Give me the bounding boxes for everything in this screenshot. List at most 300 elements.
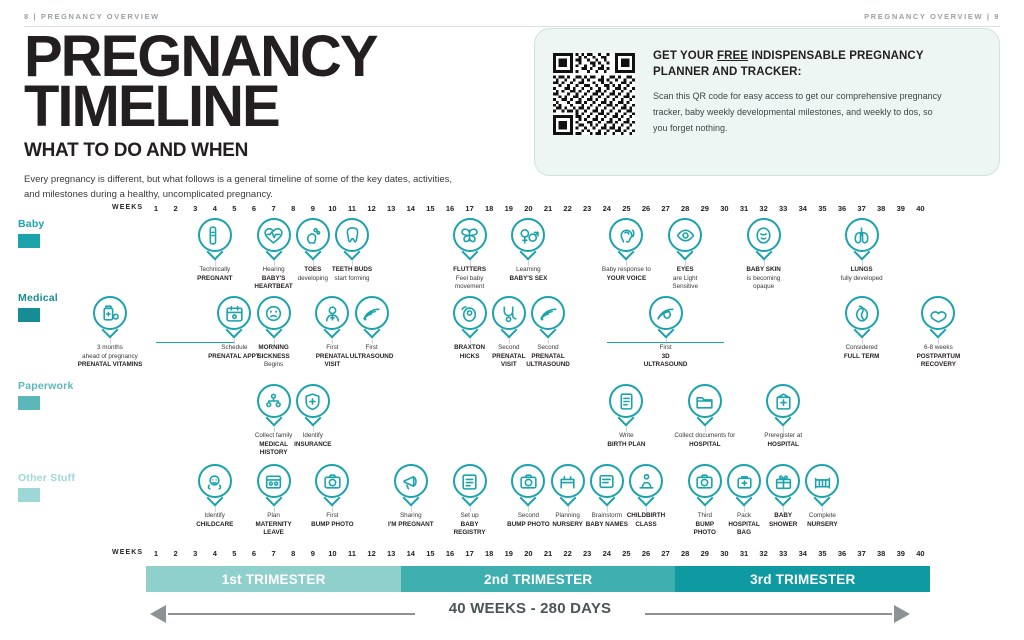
week-tick-29: 29 [700,549,709,558]
birth-plan-icon [616,391,637,412]
pin-bubble [609,218,643,252]
pin-bubble [217,296,251,330]
timeline-pin-label-other-8: Brainstorm BABY NAMES [585,512,628,528]
week-tick-27: 27 [661,549,670,558]
week-tick-17: 17 [465,549,474,558]
lane-medical [0,296,1024,380]
postpartum-icon [928,303,949,324]
pin-bubble [257,384,291,418]
timeline-pin-label-baby-9: BABY SKIN is becoming opaque [746,266,781,290]
week-tick-3: 3 [193,204,198,213]
timeline-pin-baby-8[interactable] [668,218,702,260]
week-tick-32: 32 [759,549,768,558]
week-ruler-top-label: WEEKS [112,204,144,211]
nausea-icon [263,303,284,324]
timeline-pin-label-other-1: Identify CHILDCARE [196,512,234,528]
week-tick-13: 13 [387,549,396,558]
page-title [24,24,504,139]
insurance-shield-icon [302,391,323,412]
timeline-pin-other-1[interactable] [198,464,232,506]
timeline-pin-medical-10[interactable] [845,296,879,338]
pin-connector [470,506,471,512]
week-tick-35: 35 [818,204,827,213]
week-tick-28: 28 [681,549,690,558]
trimester-bar-3 [675,566,930,592]
pin-bubble [257,218,291,252]
week-tick-31: 31 [739,549,749,558]
timeline-pin-label-other-11: Pack HOSPITAL BAG [728,512,760,536]
pin-bubble [688,464,722,498]
timeline-pin-baby-6[interactable] [511,218,545,260]
pin-bubble [668,218,702,252]
timeline-pin-label-baby-5: FLUTTERS Feel baby movement [453,266,487,290]
week-tick-20: 20 [524,204,533,213]
week-tick-9: 9 [310,549,315,558]
pin-connector [528,506,529,512]
pin-bubble [845,218,879,252]
timeline-pin-other-6[interactable] [511,464,545,506]
pin-connector [862,338,863,344]
page-number-right: 9 [994,12,1000,21]
trimester-bar-2 [401,566,676,592]
pregnancy-test-icon [204,225,225,246]
pin-connector [568,506,569,512]
pin-connector [274,426,275,432]
week-tick-8: 8 [291,549,296,558]
full-term-icon [851,303,872,324]
week-tick-38: 38 [877,204,886,213]
pin-bubble [921,296,955,330]
timeline-pin-label-other-2: Plan MATERNITY LEAVE [255,512,292,536]
pin-bubble [355,296,389,330]
timeline-pin-medical-1[interactable] [93,296,127,338]
week-tick-5: 5 [232,204,237,213]
timeline-pin-label-paperwork-1: Collect family MEDICAL HISTORY [254,432,293,456]
week-tick-3: 3 [193,549,198,558]
calendar-icon [224,303,245,324]
tooth-icon [342,225,363,246]
timeline-pin-label-baby-3: TOES developing [297,266,329,282]
title-block [24,24,504,203]
pin-connector [764,260,765,266]
week-tick-31: 31 [739,204,749,213]
week-tick-1: 1 [153,204,159,213]
week-tick-10: 10 [328,204,337,213]
week-tick-20: 20 [524,549,533,558]
week-tick-37: 37 [857,549,866,558]
timeline-pin-medical-11[interactable] [921,296,955,338]
pin-connector [234,338,235,344]
week-tick-14: 14 [406,549,415,558]
timeline-pin-label-paperwork-2: Identify INSURANCE [294,432,332,448]
pin-connector [274,260,275,266]
pin-connector [509,338,510,344]
week-tick-1: 1 [153,549,159,558]
pin-connector [372,338,373,344]
timeline-pin-label-medical-9: First 3D ULTRASOUND [643,344,688,368]
week-tick-18: 18 [485,549,494,558]
duration-arrow [150,598,910,630]
trimester-label-1: 1st TRIMESTER [221,571,326,587]
timeline-pin-baby-3[interactable] [296,218,330,260]
timeline-pin-label-paperwork-4: Collect documents for HOSPITAL [674,432,736,448]
pin-connector [274,338,275,344]
gift-icon [773,471,794,492]
week-tick-21: 21 [543,549,553,558]
week-tick-25: 25 [622,549,631,558]
pin-connector [215,260,216,266]
week-tick-36: 36 [837,204,847,213]
pin-bubble [590,464,624,498]
timeline-pin-medical-2[interactable] [217,296,251,338]
week-tick-4: 4 [212,549,217,558]
duration-label: 40 WEEKS - 280 DAYS [415,600,645,617]
pin-connector [411,506,412,512]
pin-connector [744,506,745,512]
pin-connector [938,338,939,344]
timeline-pin-label-medical-7: Second PRENATAL VISIT [492,344,526,368]
pin-bubble [747,218,781,252]
week-tick-9: 9 [310,204,315,213]
category-medical-label: Medical [18,292,58,304]
family-tree-icon [263,391,284,412]
promo-title-free: FREE [716,50,749,62]
timeline-pin-baby-9[interactable] [747,218,781,260]
week-tick-36: 36 [837,549,847,558]
week-tick-12: 12 [367,204,376,213]
pin-bubble [315,296,349,330]
week-tick-23: 23 [583,204,592,213]
running-head-divider-left: | [33,12,38,21]
timeline-pin-label-other-13: Complete NURSERY [807,512,838,528]
trimester-bar-1 [146,566,401,592]
timeline-pin-label-medical-6: BRAXTON HICKS [454,344,486,360]
pin-bubble [511,464,545,498]
pin-bubble [649,296,683,330]
timeline-pin-other-11[interactable] [727,464,761,506]
butterfly-icon [459,225,480,246]
week-tick-38: 38 [877,549,886,558]
week-tick-11: 11 [348,549,356,558]
week-ruler-bottom [0,549,1024,563]
week-tick-16: 16 [445,204,455,213]
timeline-pin-baby-2[interactable] [257,218,291,260]
week-tick-39: 39 [896,549,905,558]
intro-paragraph: Every pregnancy is different, but what follows is a general timeline of some of the key dates, activities, and milestones during a healthy, uncomplicated pregnancy. [24,173,453,201]
week-tick-34: 34 [798,549,807,558]
pin-bubble [198,464,232,498]
timeline-pin-label-baby-10: LUNGS fully developed [840,266,883,282]
pin-connector [215,506,216,512]
timeline-pin-label-medical-1: 3 months ahead of pregnancy PRENATAL VITAMINS [77,344,143,368]
pin-connector [822,506,823,512]
timeline-pin-other-9[interactable] [629,464,663,506]
page-number-left: 8 [24,12,30,21]
childcare-icon [204,471,225,492]
week-tick-23: 23 [583,549,592,558]
week-tick-6: 6 [251,549,257,558]
category-other-label: Other Stuff [18,472,76,484]
week-tick-13: 13 [387,204,396,213]
pin-connector [626,426,627,432]
pin-bubble [727,464,761,498]
week-tick-40: 40 [916,204,925,213]
pin-connector [548,338,549,344]
promo-body: Scan this QR code for easy access to get our comprehensive pregnancy tracker, baby weekly developmental milestones, and weekly to dos, so you forget nothing. [653,91,942,133]
week-tick-35: 35 [818,549,827,558]
timeline-pin-baby-10[interactable] [845,218,879,260]
pin-connector [705,506,706,512]
childbirth-class-icon [636,471,657,492]
pin-bubble [845,296,879,330]
timeline-pin-label-baby-7: Baby response to YOUR VOICE [601,266,651,282]
week-tick-19: 19 [504,549,513,558]
week-tick-29: 29 [700,204,709,213]
camera-icon [518,471,539,492]
hospital-bag-icon [734,471,755,492]
camera-icon [694,471,715,492]
week-tick-37: 37 [857,204,866,213]
timeline-pin-baby-5[interactable] [453,218,487,260]
braxton-hicks-icon [459,303,480,324]
running-head-divider-right: | [986,12,991,21]
pin-bubble [766,384,800,418]
camera-icon [322,471,343,492]
category-paperwork-label: Paperwork [18,380,74,392]
doctor-icon [322,303,343,324]
timeline-pin-label-medical-5: First ULTRASOUND [349,344,394,360]
pin-bubble [198,218,232,252]
pin-bubble [629,464,663,498]
timeline-pin-baby-1[interactable] [198,218,232,260]
timeline-pin-other-3[interactable] [315,464,349,506]
pin-bubble [335,218,369,252]
timeline-pin-baby-4[interactable] [335,218,369,260]
timeline-pin-label-baby-1: Technically PREGNANT [197,266,233,282]
week-tick-33: 33 [779,549,788,558]
arrow-head-right-icon [894,605,910,623]
timeline-pin-label-medical-2: Schedule PRENATAL APPT. [208,344,261,360]
week-tick-16: 16 [445,549,455,558]
week-tick-14: 14 [406,204,415,213]
page-subtitle: WHAT TO DO AND WHEN [24,139,249,161]
qr-promo-card [534,28,1000,176]
pin-connector [646,506,647,512]
pin-connector [783,426,784,432]
timeline-pin-label-baby-6: Learning BABY'S SEX [509,266,548,282]
timeline-pin-paperwork-2[interactable] [296,384,330,426]
week-tick-15: 15 [426,549,435,558]
week-ruler-top [0,204,1024,218]
pin-connector [607,506,608,512]
timeline-pin-other-7[interactable] [551,464,585,506]
hospital-icon [773,391,794,412]
timeline-pin-label-other-7: Planning NURSERY [552,512,583,528]
pin-connector [626,260,627,266]
trimester-label-3: 3rd TRIMESTER [750,571,856,587]
week-tick-40: 40 [916,549,925,558]
lane-rail [156,342,234,343]
running-head-right [864,12,1000,21]
timeline-pin-baby-7[interactable] [609,218,643,260]
pin-bubble [315,464,349,498]
week-tick-5: 5 [232,549,237,558]
pin-connector [862,260,863,266]
pin-bubble [766,464,800,498]
pin-connector [470,338,471,344]
timeline-pin-other-13[interactable] [805,464,839,506]
week-tick-30: 30 [720,549,729,558]
ear-icon [616,225,637,246]
pin-connector [313,426,314,432]
pin-bubble [531,296,565,330]
pin-connector [783,506,784,512]
timeline-pin-other-10[interactable] [688,464,722,506]
timeline-pin-label-paperwork-5: Preregister at HOSPITAL [764,432,803,448]
pin-bubble [609,384,643,418]
timeline-pin-label-medical-11: 6-8 weeks POSTPARTUM RECOVERY [916,344,961,368]
timeline-pin-label-baby-4: TEETH BUDS start forming [331,266,373,282]
lane-other [0,464,1024,546]
week-tick-17: 17 [465,204,474,213]
pregnancy-timeline [0,196,1024,640]
week-tick-24: 24 [602,549,611,558]
week-ruler-bottom-label: WEEKS [112,549,144,556]
promo-title-pre: GET YOUR [653,50,717,62]
week-tick-19: 19 [504,204,513,213]
pin-connector [274,506,275,512]
promo-title-post: INDISPENSABLE PREGNANCY PLANNER AND TRACKER: [653,50,924,78]
pin-bubble [453,296,487,330]
timeline-pin-medical-6[interactable] [453,296,487,338]
pin-connector [528,260,529,266]
pin-bubble [492,296,526,330]
ultrasound-3d-icon [655,303,676,324]
week-tick-30: 30 [720,204,729,213]
timeline-pin-label-other-12: BABY SHOWER [769,512,798,528]
vitamins-icon [100,303,121,324]
week-tick-22: 22 [563,549,572,558]
timeline-pin-paperwork-1[interactable] [257,384,291,426]
week-tick-10: 10 [328,549,337,558]
qr-code-icon[interactable] [553,53,635,135]
pin-bubble [296,384,330,418]
lane-paperwork [0,384,1024,462]
timeline-pin-other-2[interactable] [257,464,291,506]
timeline-pin-other-12[interactable] [766,464,800,506]
timeline-pin-label-paperwork-3: Write BIRTH PLAN [607,432,646,448]
week-tick-7: 7 [271,549,276,558]
week-tick-2: 2 [173,204,178,213]
timeline-pin-paperwork-3[interactable] [609,384,643,426]
timeline-pin-medical-3[interactable] [257,296,291,338]
pin-bubble [93,296,127,330]
folder-icon [694,391,715,412]
pin-bubble [394,464,428,498]
timeline-pin-medical-9[interactable] [649,296,683,338]
timeline-pin-other-4[interactable] [394,464,428,506]
stethoscope-icon [498,303,519,324]
eye-icon [675,225,696,246]
timeline-pin-label-medical-4: First PRENATAL VISIT [315,344,350,368]
timeline-pin-label-other-3: First BUMP PHOTO [311,512,354,528]
timeline-pin-label-baby-2: Hearing BABY'S HEARTBEAT [254,266,293,290]
timeline-pin-medical-5[interactable] [355,296,389,338]
timeline-pin-medical-4[interactable] [315,296,349,338]
timeline-pin-other-8[interactable] [590,464,624,506]
week-tick-33: 33 [779,204,788,213]
pin-connector [470,260,471,266]
week-tick-22: 22 [563,204,572,213]
pin-connector [705,426,706,432]
week-tick-2: 2 [173,549,178,558]
arrow-head-left-icon [150,605,166,623]
week-tick-34: 34 [798,204,807,213]
pin-connector [332,338,333,344]
lane-baby [0,218,1024,292]
week-tick-4: 4 [212,204,217,213]
foot-icon [302,225,323,246]
timeline-pin-label-medical-10: Considered FULL TERM [843,344,880,360]
timeline-pin-medical-7[interactable] [492,296,526,338]
week-tick-26: 26 [641,204,651,213]
week-tick-18: 18 [485,204,494,213]
running-head-left [24,12,160,21]
timeline-pin-paperwork-4[interactable] [688,384,722,426]
pin-bubble [551,464,585,498]
heartbeat-icon [263,225,284,246]
timeline-pin-label-other-5: Set up BABY REGISTRY [453,512,486,536]
pin-bubble [688,384,722,418]
gender-symbols-icon [518,225,539,246]
pin-bubble [511,218,545,252]
timeline-pin-other-5[interactable] [453,464,487,506]
week-tick-6: 6 [251,204,257,213]
nursery-icon [557,471,578,492]
week-tick-11: 11 [348,204,356,213]
timeline-pin-label-other-10: Third BUMP PHOTO [693,512,716,536]
megaphone-icon [400,471,421,492]
baby-skin-icon [753,225,774,246]
lungs-icon [851,225,872,246]
gift-registry-icon [459,471,480,492]
pin-bubble [805,464,839,498]
crib-icon [812,471,833,492]
timeline-pin-label-baby-8: EYES are Light Sensitive [672,266,698,290]
week-tick-32: 32 [759,204,768,213]
maternity-leave-icon [263,471,284,492]
week-tick-39: 39 [896,204,905,213]
week-tick-26: 26 [641,549,651,558]
pin-connector [352,260,353,266]
page-title-line1: PREGNANCY [24,24,377,89]
timeline-pin-paperwork-5[interactable] [766,384,800,426]
week-tick-24: 24 [602,204,611,213]
timeline-pin-label-medical-3: MORNING SICKNESS Begins [257,344,290,368]
week-tick-15: 15 [426,204,435,213]
ultrasound-icon [361,303,382,324]
pin-bubble [257,296,291,330]
timeline-pin-label-medical-8: Second PRENATAL ULTRASOUND [526,344,570,368]
name-tag-icon [596,471,617,492]
timeline-pin-label-other-4: Sharing I'M PREGNANT [388,512,434,528]
timeline-pin-medical-8[interactable] [531,296,565,338]
timeline-pin-label-other-9: CHILDBIRTH CLASS [626,512,666,528]
trimester-label-2: 2nd TRIMESTER [484,571,593,587]
pin-bubble [296,218,330,252]
pin-bubble [257,464,291,498]
running-head-left-text: PREGNANCY OVERVIEW [40,12,160,21]
